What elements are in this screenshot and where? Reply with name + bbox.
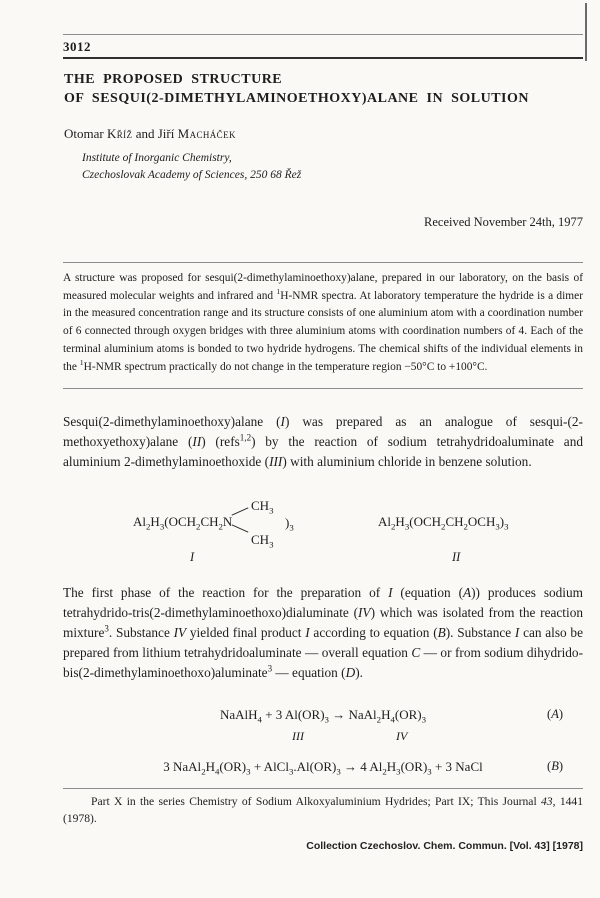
footnote-text: Part X in the series Chemistry of Sodium Alkoxyaluminium Hydrides; Part IX; This Journal 43, 1441 (1978). <box>63 795 584 825</box>
page-edge-line <box>585 3 587 61</box>
article-title <box>64 70 529 108</box>
formula-II <box>378 514 538 570</box>
equation-A-tag: (A) <box>547 707 563 721</box>
article-title-line2: OF SESQUI(2-DIMETHYLAMINOETHOXY)ALANE IN SOLUTION <box>64 91 529 106</box>
author-conjunction: and <box>132 126 158 141</box>
equation-A-formula: NaAlH$_4$ + 3 $Al(OR)_3$ → $NaAl_2H_4(OR)_3$ <box>219 707 427 725</box>
equation-A <box>63 707 583 723</box>
journal-footer: Collection Czechoslov. Chem. Commun. [Vol. 43] [1978] <box>306 840 583 852</box>
bond-line-upper <box>232 507 249 515</box>
formula-II-main: $Al_2H_3(OCH_2CH_2OCH_3)_3$ <box>378 514 509 532</box>
formula-I-main: $Al_2H_3(OCH_2CH_2N$ <box>133 514 233 532</box>
equation-A-label-IV: IV <box>396 729 408 743</box>
authors-line <box>64 126 236 142</box>
equation-B <box>63 759 583 775</box>
author2-last-name: Macháček <box>177 126 236 141</box>
author2-first-name: Jiří <box>157 126 178 141</box>
equation-B-formula: 3 $NaAl_2H_4(OR)_3$ + $AlCl_3.Al(OR)_3 \to 4$ $Al_2H_3(OR)_3 + 3$ NaCl <box>163 759 483 777</box>
formula-I-close: )$_3$ <box>285 515 294 533</box>
abstract-rule-top <box>63 262 583 263</box>
formula-II-label: II <box>452 550 461 564</box>
top-rule <box>63 34 583 35</box>
author1-first-name: Otomar <box>64 126 107 141</box>
affiliation <box>82 150 301 183</box>
bond-line-lower <box>232 524 249 532</box>
author1-last-name: Kříž <box>106 126 133 141</box>
formula-I-methyl-top: $CH_3$ <box>251 498 274 516</box>
affiliation-line1: Institute of Inorganic Chemistry, <box>82 152 232 164</box>
page-number: 3012 <box>63 39 91 54</box>
equation-B-tag: (B) <box>547 759 563 773</box>
article-title-line1: THE PROPOSED STRUCTURE <box>64 72 283 87</box>
equation-A-label-III: III <box>292 729 304 743</box>
body-paragraph-2: The first phase of the reaction for the preparation of I (equation (A)) produces sodium tetrahydrido-tris(2-dimethylaminoethoxo)dialuminate (IV) which was isolated from the reaction mixture$^3$. Substance IV yielded final product I according to equation (B). Substance I can also be prepared from lithium tetrahydridoaluminate — overall equation C — or from sodium dihydrido-bis(2-dimethylaminoethoxo)aluminate$^3$ — equation (D). <box>63 585 584 680</box>
formula-I-methyl-bottom: $CH_3$ <box>251 532 274 550</box>
formula-I-label: I <box>190 550 195 564</box>
abstract-text: A structure was proposed for sesqui(2-dimethylaminoethoxy)alane, prepared in our laboratory, on the basis of measured molecular weights and infrared and $^1$H-NMR spectra. At laboratory temperature the hydride is a dimer in the measured concentration range and its structure consists of one aluminium atom with a coordination number of 6 connected through oxygen bridges with three aluminium atoms with coordination numbers of 4. Each of the terminal aluminium atoms is bonded to two hydride hydrogens. The chemical shifts of the individual elements in the $^1$H-NMR spectrum practically do not change in the temperature region −50°C to +100°C. <box>63 272 583 373</box>
affiliation-line2: Czechoslovak Academy of Sciences, 250 68 Řež <box>82 168 302 181</box>
abstract-rule-bottom <box>63 388 583 389</box>
received-date: Received November 24th, 1977 <box>424 215 583 229</box>
header-rule <box>63 57 583 59</box>
footnote-rule <box>63 788 583 789</box>
body-paragraph-1: Sesqui(2-dimethylaminoethoxy)alane (I) was prepared as an analogue of sesqui-(2-methoxyethoxy)alane (II) (refs$^{1,2}$) by the reaction of sodium tetrahydridoaluminate and aluminium 2-dimethylaminoethoxide (III) with aluminium chloride in benzene solution. <box>63 414 583 469</box>
formula-I <box>133 498 318 566</box>
